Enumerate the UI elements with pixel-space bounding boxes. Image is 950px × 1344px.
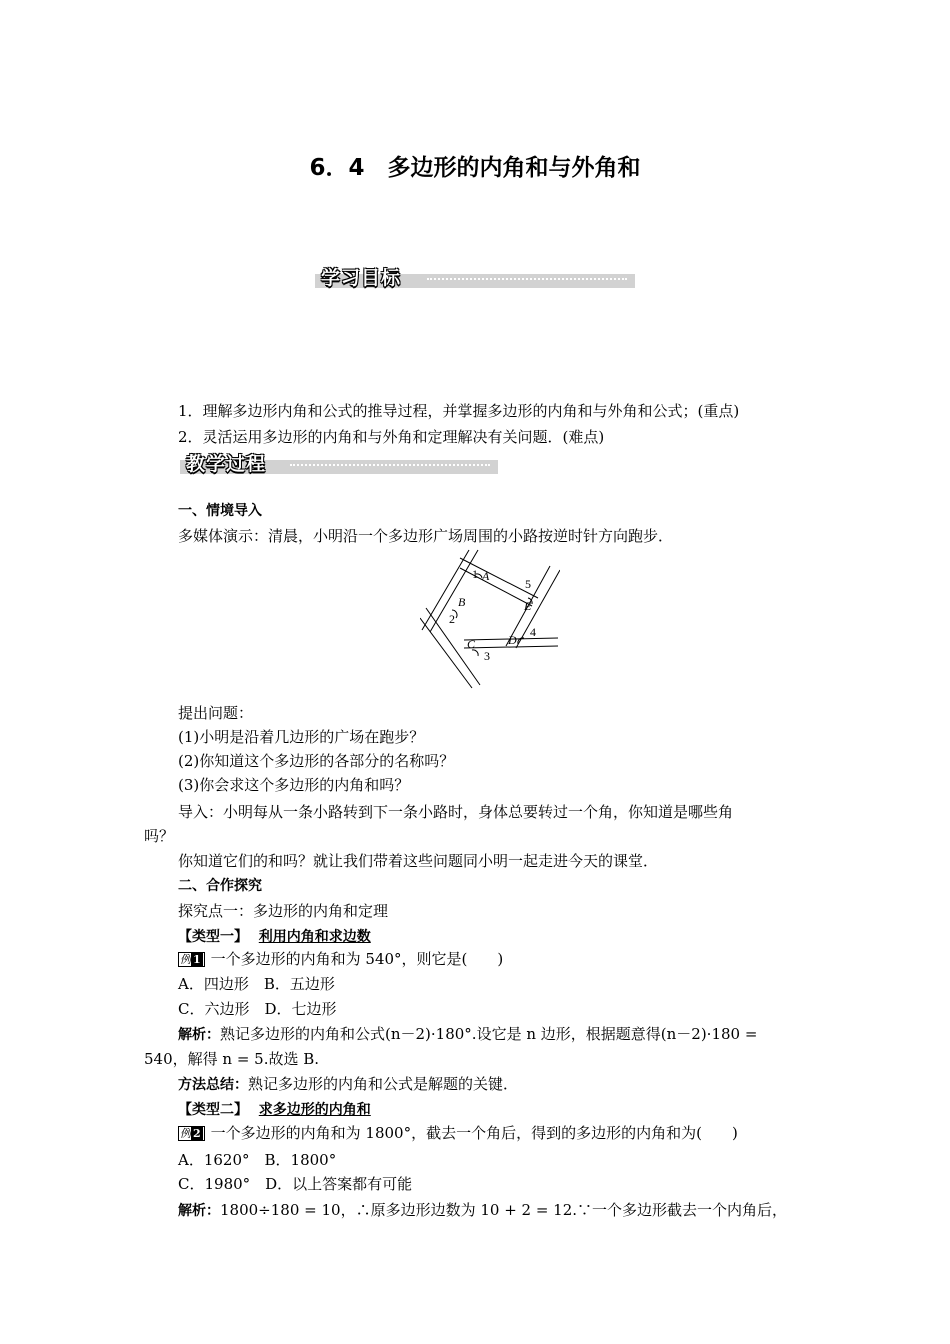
example-2-solution [178,1200,787,1221]
label-2: 2 [449,612,455,626]
type-1-title: 利用内角和求边数 [258,929,371,945]
label-D: D [508,633,517,647]
lead-line-2: 吗？ [144,827,175,845]
type-2-heading [178,1099,371,1120]
label-3: 3 [484,649,490,663]
type-2-bracket: 【类型二】 [178,1102,248,1118]
example-number: 1 [193,953,201,966]
type-1-heading [178,926,371,947]
objective-1: 1．理解多边形内角和公式的推导过程，并掌握多边形的内角和与外角和公式；(重点) [178,402,740,420]
method-label: 方法总结： [178,1077,248,1093]
example-1-options-cd: C．六边形 D．七边形 [178,1000,337,1018]
label-A: A [482,569,490,583]
objective-2: 2．灵活运用多边形的内角和与外角和定理解决有关问题．(难点) [178,428,605,446]
example-2-question: 一个多边形的内角和为 1800°，截去一个角后，得到的多边形的内角和为( ) [210,1124,738,1142]
heading-cooperation: 二、合作探究 [178,878,262,894]
page-title: 6．4 多边形的内角和与外角和 [309,155,641,181]
process-banner [180,453,498,475]
example-label: 例 [180,953,191,966]
example-1-method [178,1074,518,1095]
type-2-title: 求多边形的内角和 [258,1102,371,1118]
question-1: (1)小明是沿着几边形的广场在跑步？ [178,728,425,746]
example-1-options-ab: A．四边形 B．五边形 [178,975,335,993]
example-2-options-cd: C．1980° D．以上答案都有可能 [178,1175,413,1193]
objectives-banner [315,267,635,289]
type-1-bracket: 【类型一】 [178,929,248,945]
question-intro: 提出问题： [178,704,254,722]
example-1-method-text: 熟记多边形的内角和公式是解题的关键． [248,1075,519,1093]
lead-2: 你知道它们的和吗？就让我们带着这些问题同小明一起走进今天的课堂． [178,852,659,870]
point-1: 探究点一：多边形的内角和定理 [178,902,389,920]
objectives-banner-label: 学习目标 [321,267,402,289]
label-C: C [467,637,476,651]
label-1: 1 [472,567,478,581]
label-B: B [458,595,466,609]
example-2-solution-text: 1800÷180 = 10，∴原多边形边数为 10 + 2 = 12.∵一个多边形截去一个内角后， [220,1201,788,1219]
question-2: (2)你知道这个多边形的各部分的名称吗？ [178,752,455,770]
intro-text: 多媒体演示：清晨，小明沿一个多边形广场周围的小路按逆时针方向跑步． [178,527,674,545]
solution-label: 解析： [178,1027,220,1043]
pentagon-figure [420,548,560,690]
label-4: 4 [530,625,536,639]
solution-label: 解析： [178,1203,220,1219]
example-1-solution-line-1: 熟记多边形的内角和公式(n－2)·180°.设它是 n 边形，根据题意得(n－2)·180 = [220,1025,758,1043]
banner-dots [290,464,490,466]
heading-situation: 一、情境导入 [178,503,262,519]
lead-line-1: 导入：小明每从一条小路转到下一条小路时，身体总要转过一个角，你知道是哪些角 [178,803,734,821]
label-E: E [524,599,532,613]
question-3: (3)你会求这个多边形的内角和吗？ [178,776,410,794]
process-banner-label: 教学过程 [186,453,267,475]
example-2-options-ab: A．1620° B．1800° [178,1151,337,1169]
label-5: 5 [525,577,531,591]
example-1-solution [178,1024,757,1045]
example-2-tag [178,1126,205,1141]
example-2 [178,1123,738,1143]
example-1-tag [178,952,205,967]
example-number: 2 [193,1127,201,1140]
banner-dots [427,278,627,280]
example-label: 例 [180,1127,191,1140]
example-1-question: 一个多边形的内角和为 540°，则它是( ) [210,950,504,968]
example-1-solution-line-2: 540，解得 n = 5.故选 B. [144,1050,320,1068]
example-1 [178,949,503,969]
